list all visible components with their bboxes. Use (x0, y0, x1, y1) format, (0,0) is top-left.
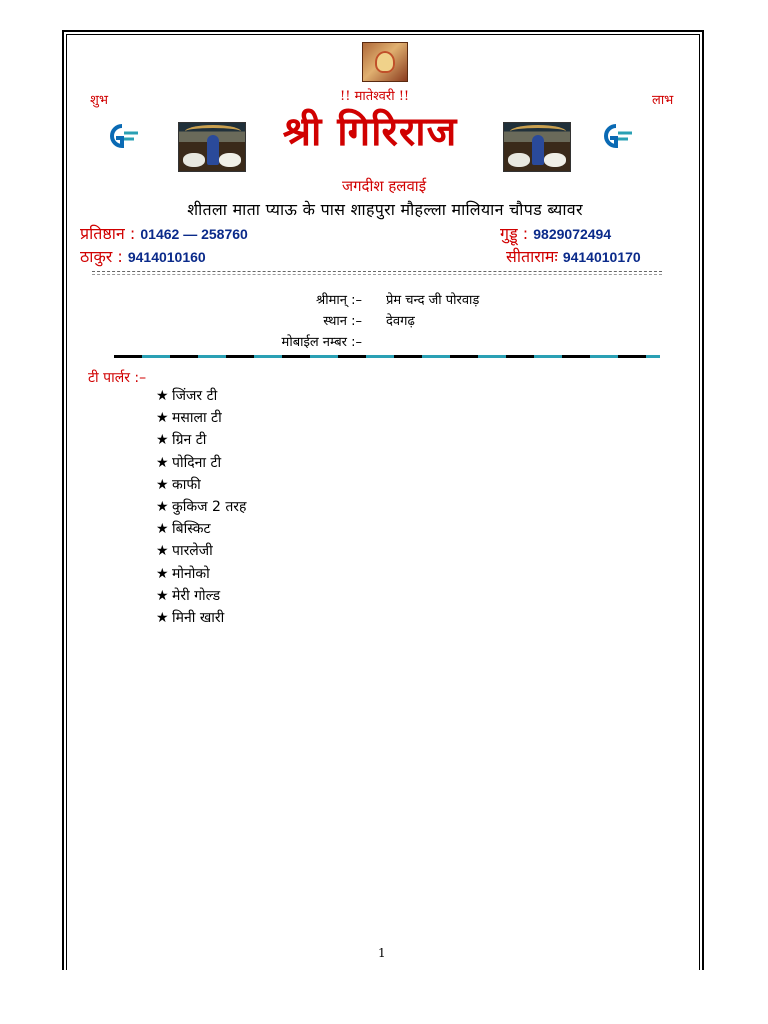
shriman-label: श्रीमान् :– (316, 293, 362, 308)
page-number: 1 (378, 946, 386, 960)
star-icon: ★ (156, 498, 169, 515)
sitaram-label: सीतारामः (506, 247, 558, 266)
star-icon: ★ (156, 609, 169, 626)
list-item: ★ पारलेजी (156, 543, 213, 560)
shop-address: शीतला माता प्याऊ के पास शाहपुरा मौहल्ला मालियान चौपड ब्यावर (187, 200, 583, 219)
list-item: ★ जिंजर टी (156, 388, 218, 404)
list-item: ★ मिनी खारी (156, 609, 225, 626)
ganesh-image (362, 42, 408, 82)
mateshwari-text: !! मातेश्वरी !! (340, 89, 410, 104)
sitaram-number: 9414010170 (562, 249, 641, 265)
shubh-text: शुभ (90, 93, 108, 108)
thakur-contact (80, 245, 206, 267)
star-icon: ★ (156, 565, 169, 582)
star-icon: ★ (156, 454, 169, 471)
separator-line (114, 355, 660, 358)
section-title: टी पार्लर :– (88, 370, 147, 386)
shop-title: श्री गिरिराज (282, 109, 458, 155)
list-item: ★ मेरी गोल्ड (156, 587, 221, 604)
divider-dashed (92, 271, 662, 272)
thakur-label: ठाकुर : (80, 247, 123, 266)
thakur-number: 9414010160 (127, 249, 206, 265)
guddu-contact (500, 222, 611, 244)
brand-logo-icon-left (106, 124, 140, 148)
list-item: ★ काफी (156, 476, 201, 493)
divider-dashed-2 (92, 274, 662, 275)
list-item: ★ ग्रिन टी (156, 432, 207, 449)
krishna-cow-image-left (178, 122, 246, 172)
star-icon: ★ (156, 432, 169, 449)
labh-text: लाभ (652, 93, 674, 108)
list-item: ★ पोदिना टी (156, 454, 222, 471)
list-item: ★ मसाला टी (156, 410, 222, 427)
list-item: ★ मोनोको (156, 565, 210, 582)
star-icon: ★ (156, 521, 169, 538)
brand-logo-icon-right (600, 124, 634, 148)
mobile-label: मोबाईल नम्बर :– (281, 335, 362, 350)
list-item: ★ बिस्किट (156, 521, 211, 538)
pratishthan-contact (80, 222, 248, 244)
pratishthan-label: प्रतिष्ठान : (80, 224, 136, 243)
guddu-number: 9829072494 (533, 226, 612, 242)
shop-subtitle: जगदीश हलवाई (341, 177, 427, 195)
krishna-cow-image-right (503, 122, 571, 172)
star-icon: ★ (156, 476, 169, 493)
menu-list (156, 386, 246, 630)
star-icon: ★ (156, 587, 169, 604)
guddu-label: गुड्डू : (500, 224, 529, 243)
sthan-label: स्थान :– (323, 314, 362, 329)
pratishthan-number: 01462 — 258760 (140, 226, 248, 242)
shriman-value: प्रेम चन्द जी पोरवाड़ (386, 293, 480, 308)
star-icon: ★ (156, 388, 169, 404)
list-item: ★ कुकिज 2 तरह (156, 498, 247, 515)
star-icon: ★ (156, 410, 169, 427)
sitaram-contact (506, 245, 641, 267)
star-icon: ★ (156, 543, 169, 560)
sthan-value: देवगढ़ (386, 314, 415, 329)
